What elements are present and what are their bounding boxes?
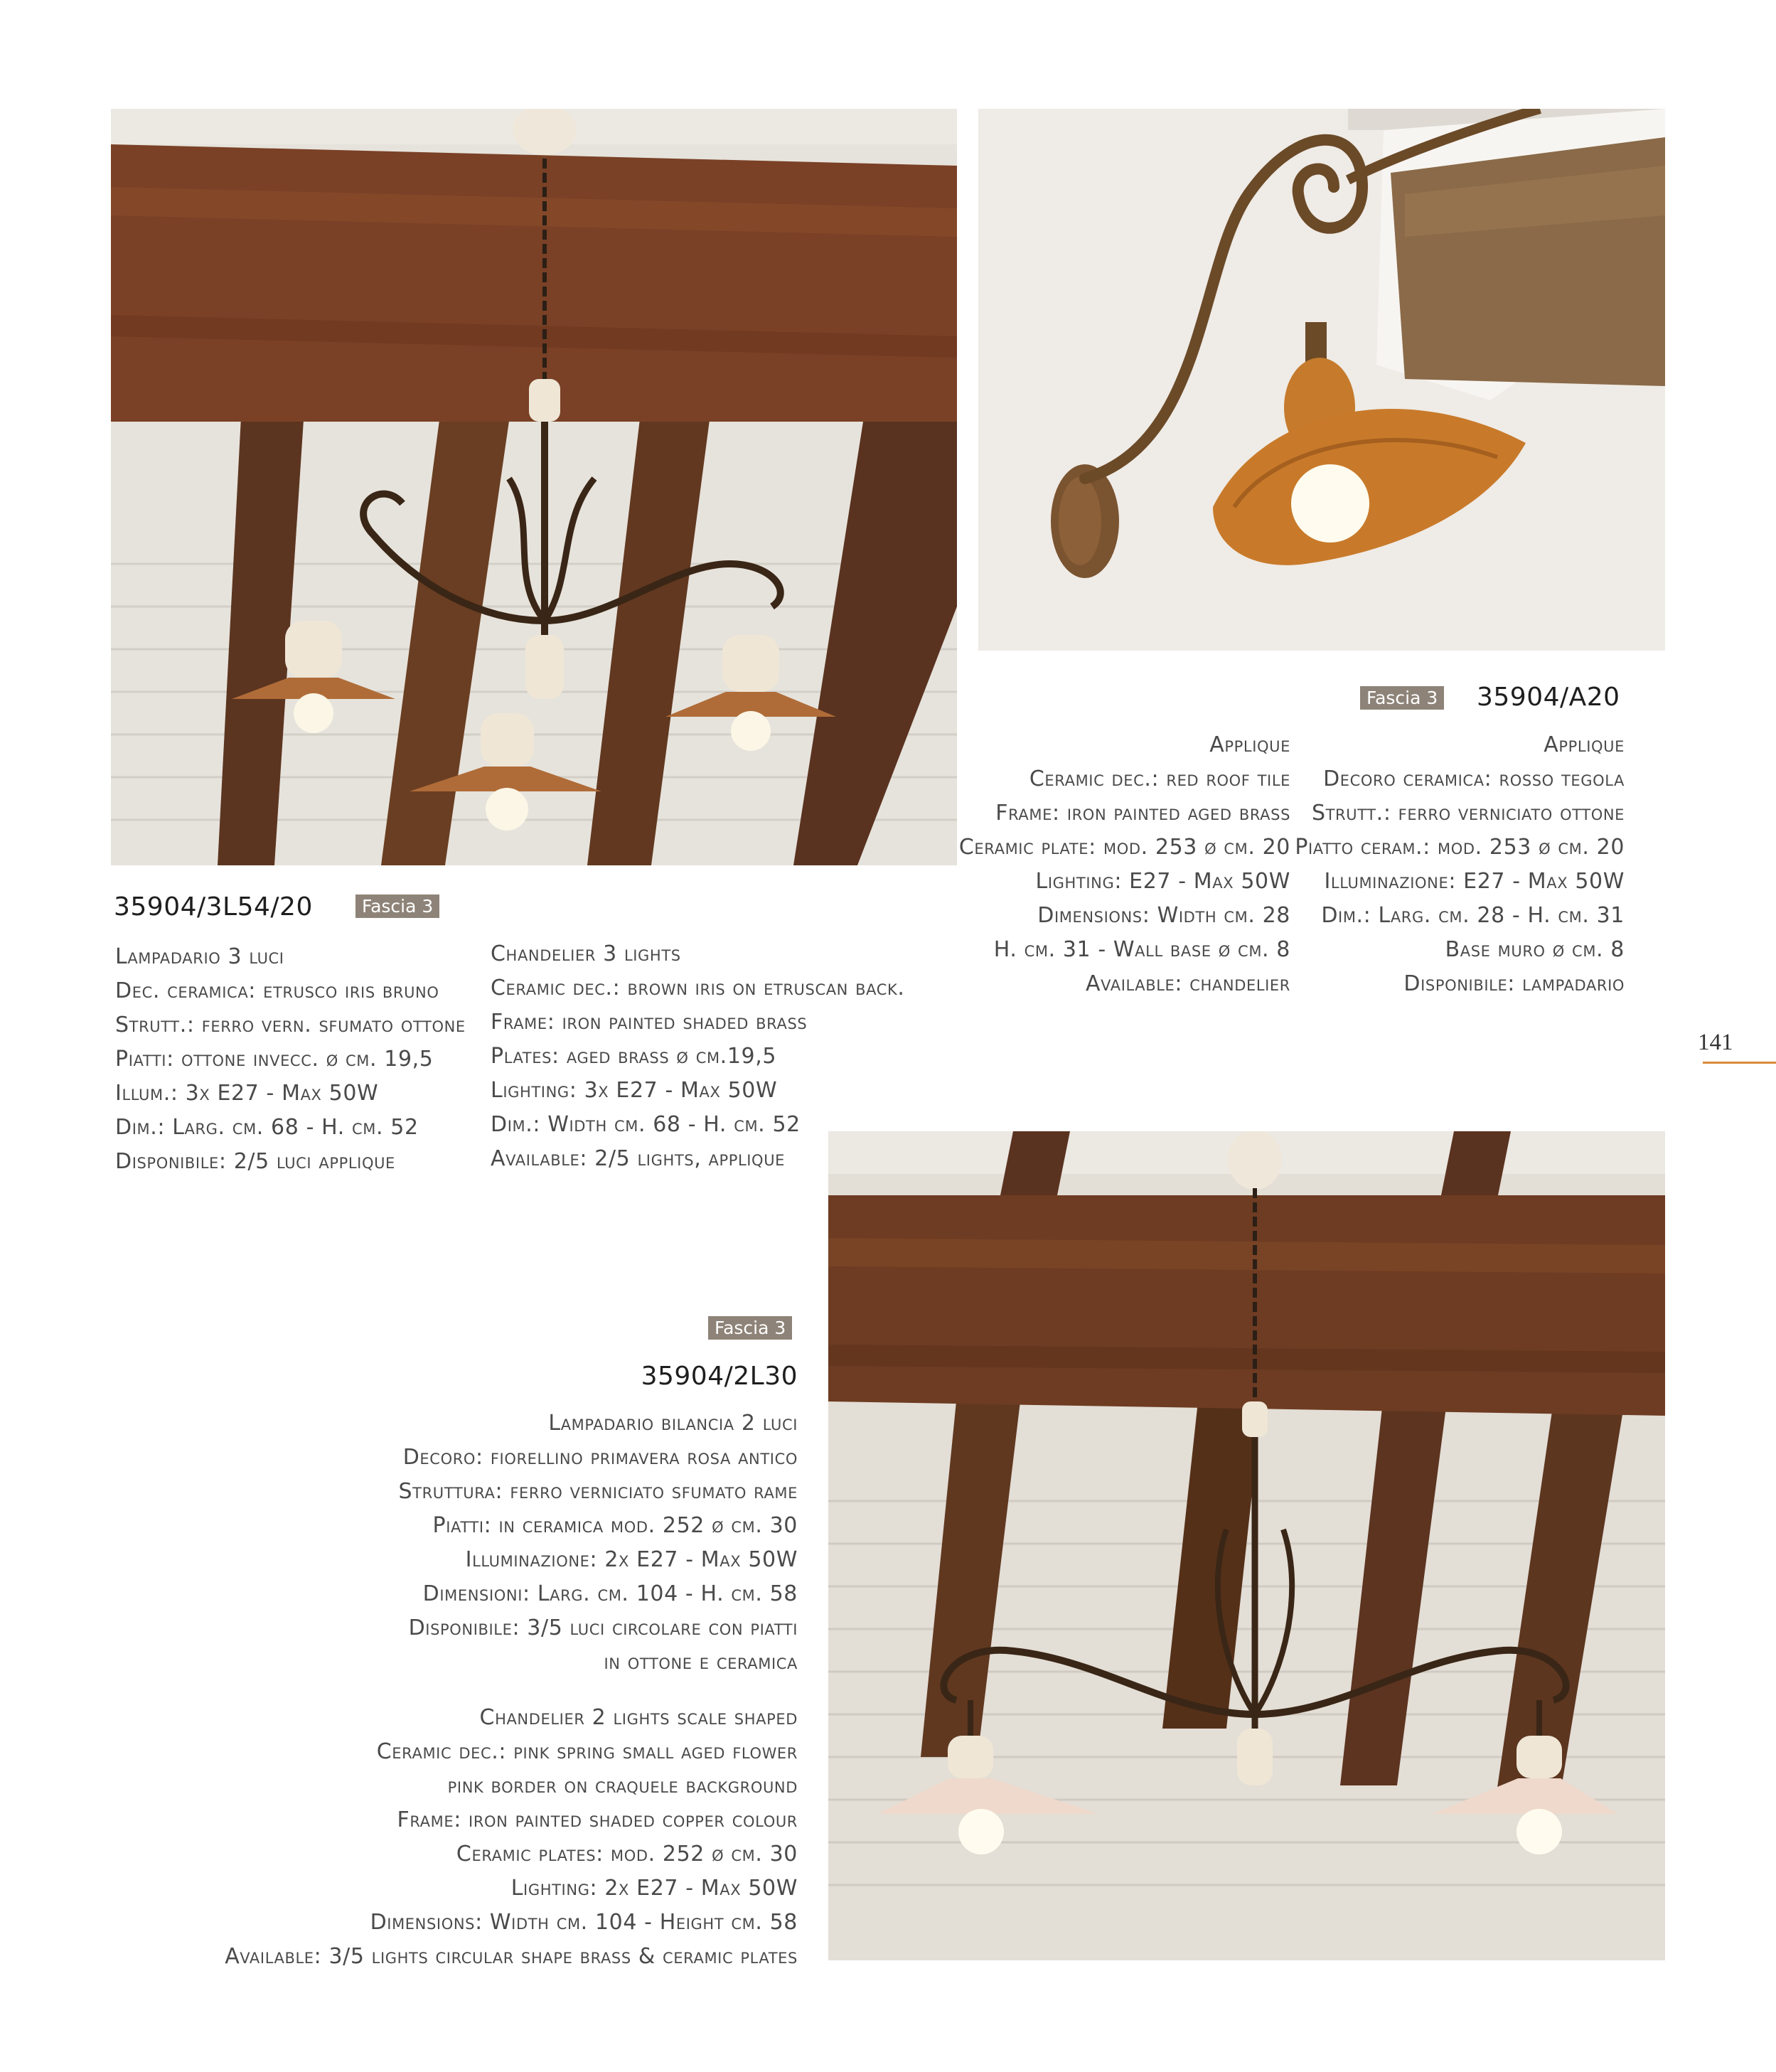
spec-line: Available: chandelier <box>1086 971 1290 996</box>
spec-line: Strutt.: ferro vern. sfumato ottone <box>115 1013 466 1037</box>
spec-line: Illuminazione: E27 - Max 50W <box>1324 869 1625 894</box>
spec-line: Lighting: E27 - Max 50W <box>1035 869 1290 894</box>
spec-line: Available: 2/5 lights, applique <box>491 1146 786 1171</box>
product-code-2l30: 35904/2L30 <box>641 1362 798 1391</box>
spec-line: Decoro: fiorellino primavera rosa antico <box>402 1445 798 1470</box>
spec-line: Disponibile: 2/5 luci applique <box>115 1149 395 1174</box>
spec-line: Dimensions: Width cm. 28 <box>1037 903 1290 928</box>
spec-line: in ottone e ceramica <box>604 1650 798 1675</box>
spec-line: Dimensioni: Larg. cm. 104 - H. cm. 58 <box>422 1581 798 1606</box>
spec-list-3l54-english <box>491 937 905 1176</box>
spec-list-a20-italian <box>1295 728 1625 1001</box>
spec-line: Dim.: Larg. cm. 28 - H. cm. 31 <box>1321 903 1625 928</box>
spec-line: Decoro ceramica: rosso tegola <box>1323 767 1625 791</box>
spec-line: Illum.: 3x E27 - Max 50W <box>115 1081 379 1106</box>
spec-line: Strutt.: ferro verniciato ottone <box>1311 801 1625 826</box>
spec-list-3l54-italian <box>115 940 466 1179</box>
spec-line: Piatto ceram.: mod. 253 ø cm. 20 <box>1295 835 1625 860</box>
spec-line: Struttura: ferro verniciato sfumato rame <box>398 1479 798 1504</box>
page-number: 141 <box>1698 1030 1733 1055</box>
spec-line: Ceramic dec.: pink spring small aged flower <box>376 1739 798 1764</box>
spec-list-2l30-italian <box>399 1406 798 1680</box>
chandelier-3-lights-photo <box>111 109 957 865</box>
spec-line: Base muro ø cm. 8 <box>1445 937 1625 962</box>
applique-photo <box>978 109 1665 651</box>
product-code-3l54: 35904/3L54/20 <box>114 892 313 922</box>
spec-line: Ceramic dec.: red roof tile <box>1029 767 1290 791</box>
spec-line: Frame: iron painted shaded copper colour <box>397 1807 798 1832</box>
spec-list-2l30-english <box>225 1701 798 1974</box>
spec-line: Lampadario bilancia 2 luci <box>548 1411 798 1436</box>
spec-line: Lighting: 3x E27 - Max 50W <box>491 1078 778 1103</box>
spec-line: pink border on craquele background <box>447 1773 798 1798</box>
spec-line: H. cm. 31 - Wall base ø cm. 8 <box>993 937 1290 962</box>
product-code-a20: 35904/A20 <box>1477 683 1620 712</box>
spec-line: Available: 3/5 lights circular shape brass & ceramic plates <box>225 1944 798 1969</box>
spec-line: Piatti: in ceramica mod. 252 ø cm. 30 <box>432 1513 798 1538</box>
spec-line: Disponibile: lampadario <box>1403 971 1625 996</box>
spec-line: Piatti: ottone invecc. ø cm. 19,5 <box>115 1047 434 1072</box>
spec-line: Ceramic plates: mod. 252 ø cm. 30 <box>456 1842 798 1867</box>
page-number-rule <box>1703 1062 1776 1064</box>
spec-line: Lighting: 2x E27 - Max 50W <box>510 1876 798 1901</box>
spec-line: Dec. ceramica: etrusco iris bruno <box>115 978 439 1003</box>
spec-line: Frame: iron painted aged brass <box>995 801 1290 826</box>
spec-line: Ceramic plate: mod. 253 ø cm. 20 <box>958 835 1290 860</box>
fascia-badge-a20: Fascia 3 <box>1360 686 1444 710</box>
spec-line: Chandelier 3 lights <box>491 941 681 966</box>
spec-line: Applique <box>1544 732 1625 757</box>
chandelier-2-lights-photo <box>828 1131 1665 1960</box>
spec-line: Disponibile: 3/5 luci circolare con piatti <box>408 1616 798 1640</box>
spec-line: Applique <box>1209 732 1290 757</box>
spec-line: Dim.: Larg. cm. 68 - H. cm. 52 <box>115 1115 419 1140</box>
spec-line: Illuminazione: 2x E27 - Max 50W <box>465 1547 798 1572</box>
fascia-badge-2l30: Fascia 3 <box>708 1316 792 1340</box>
spec-line: Plates: aged brass ø cm.19,5 <box>491 1044 777 1069</box>
spec-line: Lampadario 3 luci <box>115 944 284 969</box>
spec-line: Ceramic dec.: brown iris on etruscan back. <box>491 976 905 1000</box>
spec-line: Frame: iron painted shaded brass <box>491 1010 808 1035</box>
spec-line: Chandelier 2 lights scale shaped <box>479 1705 798 1730</box>
spec-list-a20-english <box>959 728 1290 1001</box>
spec-line: Dim.: Width cm. 68 - H. cm. 52 <box>491 1112 801 1137</box>
spec-line: Dimensions: Width cm. 104 - Height cm. 58 <box>370 1910 798 1935</box>
fascia-badge-3l54: Fascia 3 <box>355 895 439 918</box>
